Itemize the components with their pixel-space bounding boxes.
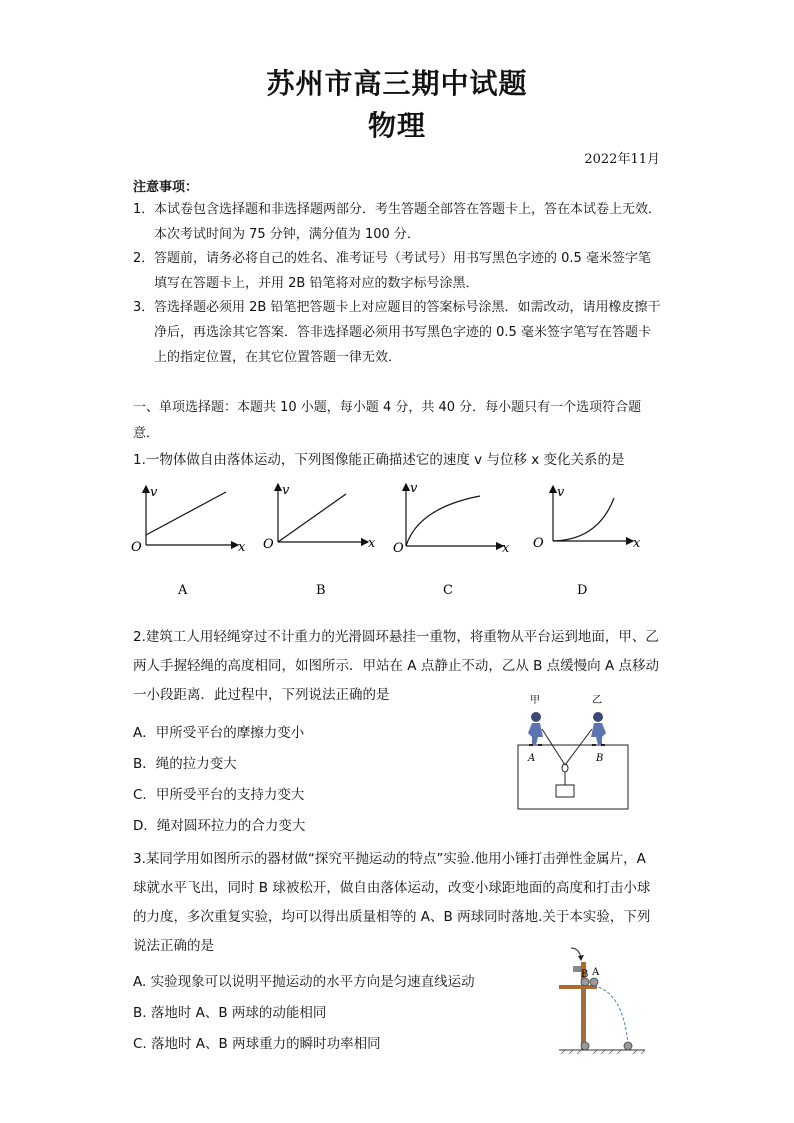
weight [556,785,574,797]
label-ball-b: B [581,969,589,980]
exam-subject: 物理 [367,109,426,142]
label-yi: 乙 [592,695,602,706]
question-2-option-a: A．甲所受平台的摩擦力变小 [133,725,305,741]
x-axis-label: x [368,536,376,551]
metal-plate [573,966,581,972]
label-jia: 甲 [530,695,540,706]
graph-c [393,481,510,598]
origin-label: O [131,540,142,555]
rope-left [542,729,565,765]
y-axis-label: v [557,485,565,500]
notice-item-number: 2． [133,251,155,266]
graph-line [278,494,346,542]
question-2-option-b: B．绳的拉力变大 [133,756,237,772]
notice-item-2 [133,246,663,296]
ball-a [590,978,598,986]
section-heading: 一、单项选择题：本题共 10 小题，每小题 4 分，共 40 分．每小题只有一个选项符合题意． [133,400,642,441]
exam-title: 苏州市高三期中试题 [266,67,528,100]
label-point-a: A [528,753,536,764]
question-1-stem: 1.一物体做自由落体运动，下列图像能正确描述它的速度 v 与位移 x 变化关系的是 [133,452,625,468]
ground-hatching [561,1050,645,1054]
graph-option-label: D [577,583,588,598]
question-3-stem: 3.某同学用如图所示的器材做“探究平抛运动的特点”实验.他用小锤打击弹性金属片，A 球就水平飞出，同时 B 球被松开，做自由落体运动，改变小球距地面的高度和打击小球的力度，多次重复实验，均可以得出质量相等的 A、B 两球同时落地.关于本实验，下列说法正确的是 [133,851,651,954]
graph-d [533,485,641,598]
ball-a-landed [624,1042,632,1050]
question-1-graphs [128,478,668,603]
graph-option-label: B [316,583,326,598]
graph-b [263,483,376,598]
x-axis-label: x [633,536,641,551]
x-axis-label: x [238,540,246,555]
notice-item-text: 答题前，请务必将自己的姓名、准考证号（考试号）用书写黑色字迹的 0.5 毫米签字笔填写在答题卡上，并用 2B 铅笔将对应的数字标号涂黑． [154,251,651,291]
exam-date: 2022年11月 [584,152,660,167]
y-axis-label: v [410,481,418,496]
label-point-b: B [596,753,604,764]
notice-item-number: 3． [133,300,155,315]
graph-curve [406,496,480,546]
y-axis-label: v [150,485,158,500]
notice-item-text: 答选择题必须用 2B 铅笔把答题卡上对应题目的答案标号涂黑．如需改动，请用橡皮擦干净后，再选涂其它答案．答非选择题必须用书写黑色字迹的 0.5 毫米签字笔写在答题卡上的指定位置，在其它位置答题一律无效． [154,300,661,365]
rope-right [565,729,592,765]
origin-label: O [533,536,544,551]
person-jia-icon [528,712,543,745]
person-yi-icon [591,712,606,745]
notice-item-number: 1． [133,202,155,217]
stand-arm [559,985,597,989]
graph-a [131,485,246,598]
notice-item-3 [133,295,663,370]
question-2-figure [510,695,640,815]
origin-label: O [263,537,274,552]
label-ball-a: A [592,967,600,978]
question-3-option-b: B. 落地时 A、B 两球的动能相同 [133,1005,327,1021]
question-3-figure [555,940,650,1060]
ball-b-landed [581,1042,589,1050]
x-axis-label: x [502,541,510,556]
ring [562,764,568,772]
graph-line [146,492,226,535]
question-3-option-c: C. 落地时 A、B 两球重力的瞬时功率相同 [133,1036,381,1052]
trajectory-a [594,986,628,1044]
notice-item-1 [133,197,663,247]
y-axis-label: v [282,483,290,498]
origin-label: O [393,541,404,556]
graph-curve [553,498,614,541]
graph-option-label: C [443,583,453,598]
notice-item-text: 本试卷包含选择题和非选择题两部分．考生答题全部答在答题卡上，答在本试卷上无效．本次考试时间为 75 分钟，满分值为 100 分． [154,202,662,242]
question-2-option-d: D．绳对圆环拉力的合力变大 [133,818,306,834]
question-2-stem: 2.建筑工人用轻绳穿过不计重力的光滑圆环悬挂一重物，将重物从平台运到地面，甲、乙两人手握轻绳的高度相同，如图所示．甲站在 A 点静止不动，乙从 B 点缓慢向 A 点移动一小段距离．此过程中，下列说法正确的是 [133,629,659,703]
question-2-option-c: C．甲所受平台的支持力变大 [133,787,305,803]
question-3-option-a: A. 实验现象可以说明平抛运动的水平方向是匀速直线运动 [133,974,475,990]
graph-option-label: A [178,583,188,598]
notice-heading: 注意事项： [133,180,199,195]
